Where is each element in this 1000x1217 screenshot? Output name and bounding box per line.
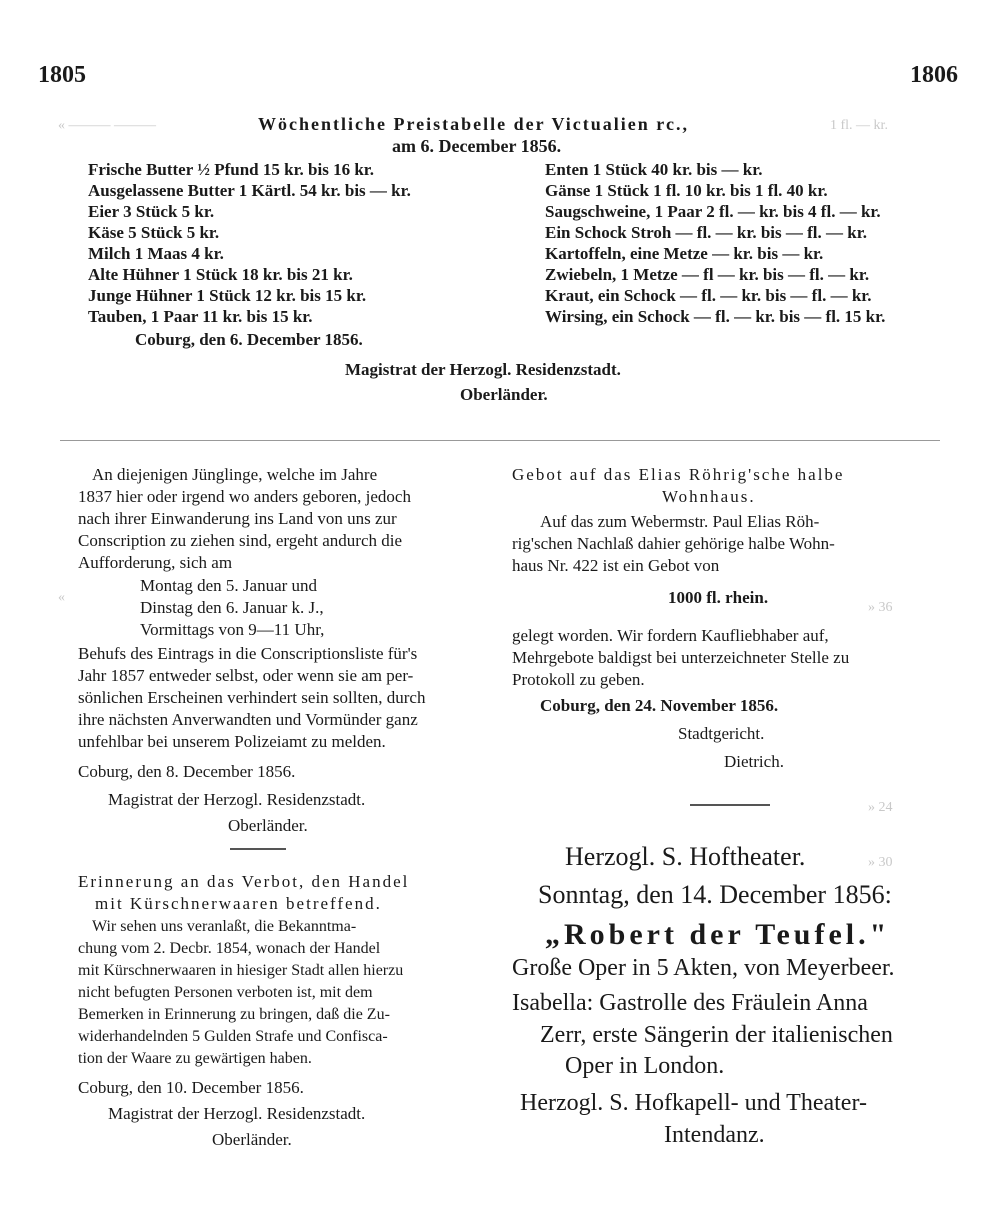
price-table-place-date: Coburg, den 6. December 1856.	[135, 330, 363, 349]
notice-line: Wir sehen uns veranlaßt, die Bekanntma-	[92, 918, 357, 935]
price-item: Ausgelassene Butter 1 Kärtl. 54 kr. bis — kr.	[88, 181, 411, 200]
notice-line: nicht befugten Personen verboten ist, mit dem	[78, 984, 373, 1001]
notice-signature: Oberländer.	[228, 816, 308, 835]
page-number-left: 1805	[38, 62, 86, 88]
notice-line: unfehlbar bei unserem Polizeiamt zu melden.	[78, 732, 386, 751]
notice-line: 1837 hier oder irgend wo anders geboren, jedoch	[78, 487, 411, 506]
notice-line: Conscription zu ziehen sind, ergeht andurch die	[78, 531, 403, 550]
bleed-through-marks: » 36	[868, 600, 893, 615]
price-table-authority: Magistrat der Herzogl. Residenzstadt.	[345, 360, 621, 379]
notice-line: Jahr 1857 entweder selbst, oder wenn sie am per-	[78, 666, 414, 685]
section-divider	[60, 440, 940, 441]
theater-date: Sonntag, den 14. December 1856:	[538, 880, 892, 909]
price-item: Enten 1 Stück 40 kr. bis — kr.	[545, 160, 763, 179]
notice-line: tion der Waare zu gewärtigen haben.	[78, 1050, 312, 1067]
price-item: Saugschweine, 1 Paar 2 fl. — kr. bis 4 fl. — kr.	[545, 202, 881, 221]
theater-signature: Intendanz.	[664, 1122, 765, 1148]
notice-line: Behufs des Eintrags in die Conscriptionsliste für's	[78, 644, 418, 663]
price-item: Kraut, ein Schock — fl. — kr. bis — fl. — kr.	[545, 286, 872, 305]
price-item: Alte Hühner 1 Stück 18 kr. bis 21 kr.	[88, 265, 353, 284]
notice-date-line: Montag den 5. Januar und	[140, 576, 318, 595]
price-table-signature: Oberländer.	[460, 385, 548, 404]
notice-line: haus Nr. 422 ist ein Gebot von	[512, 556, 720, 575]
notice-line: gelegt worden. Wir fordern Kaufliebhaber auf,	[512, 626, 829, 645]
price-item: Eier 3 Stück 5 kr.	[88, 202, 215, 221]
price-item: Frische Butter ½ Pfund 15 kr. bis 16 kr.	[88, 160, 375, 179]
notice-heading: Erinnerung an das Verbot, den Handel	[78, 872, 410, 891]
bleed-through-marks: «	[58, 590, 65, 605]
bleed-through-marks: « ——— ———	[58, 118, 156, 133]
notice-line: An diejenigen Jünglinge, welche im Jahre	[92, 465, 378, 484]
notice-heading: Gebot auf das Elias Röhrig'sche halbe	[512, 465, 845, 484]
notice-authority: Magistrat der Herzogl. Residenzstadt.	[108, 1104, 366, 1123]
price-item: Milch 1 Maas 4 kr.	[88, 244, 224, 263]
notice-authority: Magistrat der Herzogl. Residenzstadt.	[108, 790, 366, 809]
bleed-through-marks: » 30	[868, 855, 893, 870]
notice-date-line: Vormittags von 9—11 Uhr,	[140, 620, 325, 639]
price-item: Wirsing, ein Schock — fl. — kr. bis — fl. 15 kr.	[545, 307, 886, 326]
theater-guest-line: Isabella: Gastrolle des Fräulein Anna	[512, 990, 868, 1016]
theater-heading: Herzogl. S. Hoftheater.	[565, 842, 806, 871]
price-item: Käse 5 Stück 5 kr.	[88, 223, 220, 242]
price-item: Kartoffeln, eine Metze — kr. bis — kr.	[545, 244, 824, 263]
price-item: Zwiebeln, 1 Metze — fl — kr. bis — fl. — kr.	[545, 265, 870, 284]
notice-line: Protokoll zu geben.	[512, 670, 645, 689]
notice-line: Auf das zum Webermstr. Paul Elias Röh-	[540, 512, 820, 531]
theater-signature: Herzogl. S. Hofkapell- und Theater-	[520, 1090, 867, 1116]
bid-amount: 1000 fl. rhein.	[668, 588, 769, 607]
theater-genre: Große Oper in 5 Akten, von Meyerbeer.	[512, 955, 895, 981]
divider-rule	[690, 804, 770, 806]
price-item: Tauben, 1 Paar 11 kr. bis 15 kr.	[88, 307, 313, 326]
notice-heading: Wohnhaus.	[662, 487, 756, 506]
theater-guest-line: Oper in London.	[565, 1053, 725, 1079]
notice-line: chung vom 2. Decbr. 1854, wonach der Handel	[78, 940, 381, 957]
price-item: Junge Hühner 1 Stück 12 kr. bis 15 kr.	[88, 286, 367, 305]
notice-line: widerhandelnden 5 Gulden Strafe und Confisca-	[78, 1028, 388, 1045]
price-table-title: Wöchentliche Preistabelle der Victualien rc.,	[258, 114, 689, 134]
divider-rule	[230, 848, 286, 850]
page-number-right: 1806	[910, 62, 958, 88]
bleed-through-marks: 1 fl. — kr.	[830, 118, 888, 133]
price-item: Gänse 1 Stück 1 fl. 10 kr. bis 1 fl. 40 kr.	[545, 181, 828, 200]
notice-line: Mehrgebote baldigst bei unterzeichneter Stelle zu	[512, 648, 850, 667]
notice-signature: Dietrich.	[724, 752, 784, 771]
notice-date-line: Dinstag den 6. Januar k. J.,	[140, 598, 324, 617]
notice-signature: Oberländer.	[212, 1130, 292, 1149]
notice-heading: mit Kürschnerwaaren betreffend.	[95, 894, 382, 913]
notice-place-date: Coburg, den 8. December 1856.	[78, 762, 296, 781]
theater-play-title: „Robert der Teufel."	[545, 918, 891, 951]
notice-line: sönlichen Erscheinen verhindert sein sollten, durch	[78, 688, 426, 707]
notice-line: nach ihrer Einwanderung ins Land von uns zur	[78, 509, 397, 528]
notice-authority: Stadtgericht.	[678, 724, 765, 743]
notice-line: mit Kürschnerwaaren in hiesiger Stadt allen hierzu	[78, 962, 404, 979]
bleed-through-marks: » 24	[868, 800, 893, 815]
notice-line: Aufforderung, sich am	[78, 553, 233, 572]
notice-line: Bemerken in Erinnerung zu bringen, daß die Zu-	[78, 1006, 390, 1023]
price-item: Ein Schock Stroh — fl. — kr. bis — fl. — kr.	[545, 223, 867, 242]
theater-guest-line: Zerr, erste Sängerin der italienischen	[540, 1022, 893, 1048]
notice-place-date: Coburg, den 24. November 1856.	[540, 696, 779, 715]
notice-line: ihre nächsten Anverwandten und Vormünder ganz	[78, 710, 418, 729]
notice-place-date: Coburg, den 10. December 1856.	[78, 1078, 304, 1097]
notice-line: rig'schen Nachlaß dahier gehörige halbe Wohn-	[512, 534, 835, 553]
price-table-date: am 6. December 1856.	[392, 136, 562, 156]
